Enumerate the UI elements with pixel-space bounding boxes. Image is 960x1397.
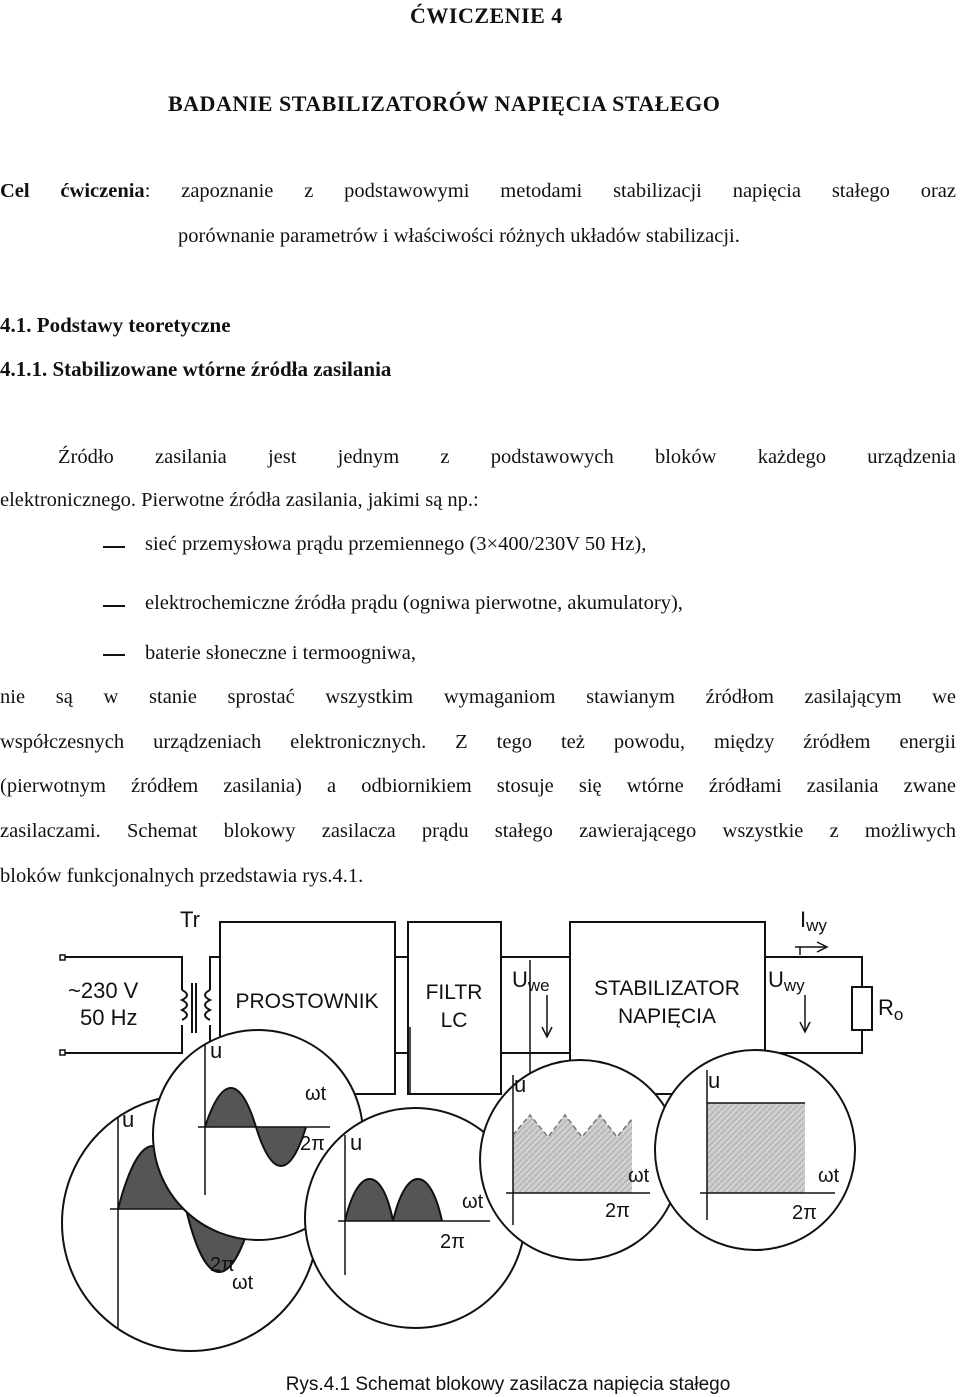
input-terminal: [60, 1050, 65, 1055]
input-frequency-label: 50 Hz: [80, 1005, 138, 1030]
power-supply-block-diagram: [0, 895, 960, 1397]
waveform-circle-stabilized: [655, 1050, 855, 1250]
para2-line-3: (pierwotnym źródłem zasilania) a odbiornikiem stosuje się wtórne źródłami zasilania zwane: [0, 775, 956, 797]
waveform-circle-filtered: [480, 1060, 680, 1260]
bullet-item: sieć przemysłowa prądu przemiennego (3×400/230V 50 Hz),: [145, 533, 647, 555]
goal-label: Cel ćwiczenia: [0, 180, 145, 202]
section-heading: 4.1. Podstawy teoretyczne: [0, 313, 231, 337]
axis-wt-label: ωt: [232, 1272, 254, 1294]
transformer-primary-coil: [182, 990, 187, 1020]
block-filter-label-1: FILTR: [425, 981, 483, 1004]
para2-line-4: zasilaczami. Schemat blokowy zasilacza prądu stałego zawierającego wszystkie z możliwych: [0, 820, 956, 842]
axis-wt-label: ωt: [305, 1083, 327, 1105]
goal-line-1: Cel ćwiczenia: zapoznanie z podstawowymi metodami stabilizacji napięcia stałego oraz: [0, 180, 957, 202]
axis-u-label: u: [350, 1130, 363, 1155]
subsection-heading: 4.1.1. Stabilizowane wtórne źródła zasilania: [0, 357, 392, 381]
block-stabilizer-label-1: STABILIZATOR: [594, 977, 740, 1000]
goal-line-2: porównanie parametrów i właściwości różnych układów stabilizacji.: [178, 225, 740, 247]
axis-u-label: u: [708, 1068, 721, 1093]
bullet-dash: [103, 654, 125, 656]
two-pi-label: 2π: [210, 1254, 235, 1276]
axis-u-label: u: [210, 1038, 223, 1063]
block-filter: [408, 922, 501, 1094]
input-voltage-symbol: Uwe: [512, 967, 550, 995]
bullet-dash: [103, 605, 125, 607]
block-filter-label-2: LC: [440, 1009, 468, 1032]
axis-wt-label: ωt: [818, 1165, 840, 1187]
bullet-dash: [103, 546, 125, 548]
two-pi-label: 2π: [792, 1202, 817, 1224]
transformer-core: [192, 983, 196, 1033]
transformer-secondary-coil: [205, 990, 210, 1020]
para1-line-1: Źródło zasilania jest jednym z podstawowych bloków każdego urządzenia: [58, 446, 956, 468]
exercise-number: ĆWICZENIE 4: [410, 3, 563, 28]
para2-line-1: nie są w stanie sprostać wszystkim wymaganiom stawianym źródłom zasilającym we: [0, 686, 956, 708]
load-resistor-label: $R_o$: [878, 995, 904, 1024]
axis-u-label: u: [122, 1107, 135, 1132]
bullet-item: baterie słoneczne i termoogniwa,: [145, 642, 416, 664]
input-voltage-label: ~230 V: [68, 978, 139, 1003]
output-current-symbol: Iwy: [800, 907, 827, 935]
axis-u-label: u: [514, 1072, 527, 1097]
two-pi-label: 2π: [300, 1133, 325, 1155]
page-title: BADANIE STABILIZATORÓW NAPIĘCIA STAŁEGO: [168, 91, 721, 116]
para2-line-5: bloków funkcjonalnych przedstawia rys.4.1.: [0, 865, 364, 887]
axis-wt-label: ωt: [628, 1165, 650, 1187]
two-pi-label: 2π: [440, 1231, 465, 1253]
bullet-item: elektrochemiczne źródła prądu (ogniwa pierwotne, akumulatory),: [145, 592, 683, 614]
block-rectifier-label: PROSTOWNIK: [235, 990, 379, 1013]
block-stabilizer-label-2: NAPIĘCIA: [617, 1005, 717, 1028]
wire: [395, 957, 408, 1053]
para1-line-2: elektronicznego. Pierwotne źródła zasilania, jakimi są np.:: [0, 489, 479, 511]
para2-line-2: współczesnych urządzeniach elektronicznych. Z tego też powodu, między źródłem energii: [0, 731, 956, 753]
figure-caption: Rys.4.1 Schemat blokowy zasilacza napięcia stałego: [285, 1374, 731, 1395]
load-resistor: [852, 987, 872, 1030]
transformer-label: Tr: [180, 907, 200, 932]
input-terminal: [60, 955, 65, 960]
two-pi-label: 2π: [605, 1200, 630, 1222]
output-voltage-symbol: Uwy: [768, 967, 805, 995]
axis-wt-label: ωt: [462, 1191, 484, 1213]
